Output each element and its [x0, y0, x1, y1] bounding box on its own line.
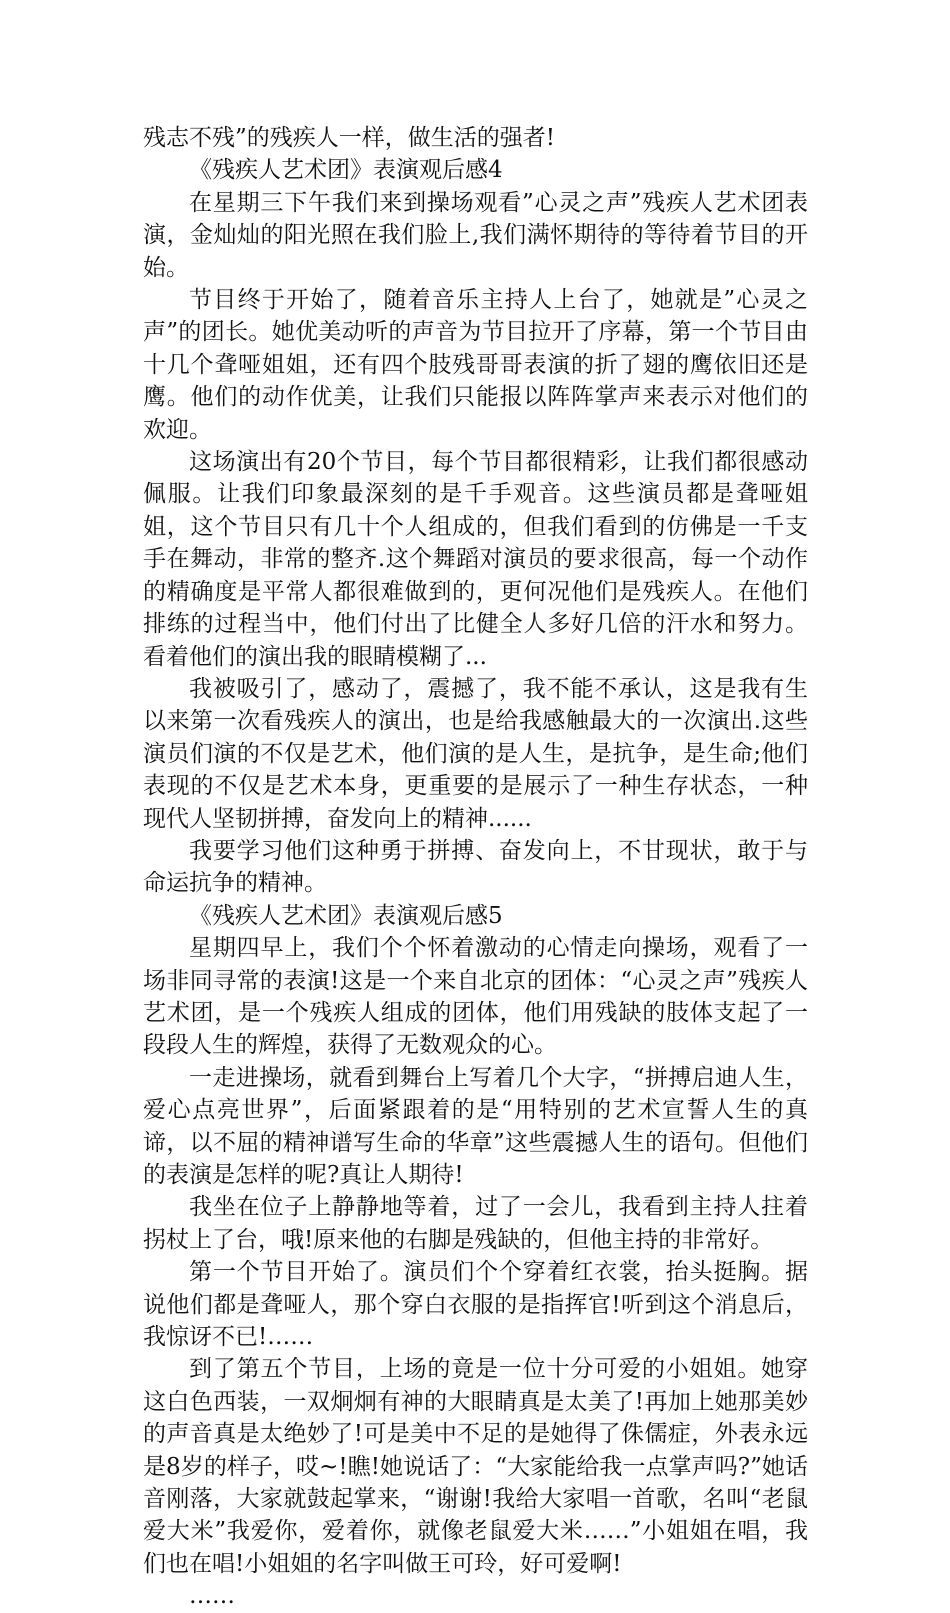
- document-body: [143, 122, 808, 1613]
- paragraph: 这场演出有20个节目，每个节目都很精彩，让我们都很感动佩服。让我们印象最深刻的是千手观音。这些演员都是聋哑姐姐，这个节目只有几十个人组成的，但我们看到的仿佛是一千支手在舞动，非常的整齐.这个舞蹈对演员的要求很高，每一个动作的精确度是平常人都很难做到的，更何况他们是残疾人。在他们排练的过程当中，他们付出了比健全人多好几倍的汗水和努力。看着他们的演出我的眼睛模糊了...: [143, 449, 808, 670]
- paragraph: 我要学习他们这种勇于拼搏、奋发向上，不甘现状，敢于与命运抗争的精神。: [143, 837, 808, 897]
- paragraph: 我坐在位子上静静地等着，过了一会儿，我看到主持人拄着拐杖上了台，哦!原来他的右脚是残缺的，但他主持的非常好。: [143, 1194, 808, 1253]
- paragraph: 第一个节目开始了。演员们个个穿着红衣裳，抬头挺胸。据说他们都是聋哑人，那个穿白衣服的是指挥官!听到这个消息后，我惊讶不已!……: [143, 1259, 808, 1351]
- paragraph: 一走进操场，就看到舞台上写着几个大字，“拼搏启迪人生，爱心点亮世界”，后面紧跟着的是“用特别的艺术宣誓人生的真谛，以不屈的精神谱写生命的华章”这些震撼人生的语句。但他们的表演是怎样的呢?真让人期待!: [143, 1064, 808, 1188]
- paragraph: 到了第五个节目，上场的竟是一位十分可爱的小姐姐。她穿这白色西装，一双炯炯有神的大眼睛真是太美了!再加上她那美妙的声音真是太绝妙了!可是美中不足的是她得了侏儒症，外表永远是8岁的样子，哎~!瞧!她说话了：“大家能给我一点掌声吗?”她话音刚落，大家就鼓起掌来，“谢谢!我给大家唱一首歌，名叫“老鼠爱大米”我爱你，爱着你，就像老鼠爱大米……”小姐姐在唱，我们也在唱!小姐姐的名字叫做王可玲，好可爱啊!: [143, 1356, 808, 1577]
- paragraph-ellipsis: ……: [189, 1583, 235, 1610]
- section-heading-4: 《残疾人艺术团》表演观后感4: [189, 157, 503, 184]
- paragraph: 星期四早上，我们个个怀着激动的心情走向操场，观看了一场非同寻常的表演!这是一个来自北京的团体：“心灵之声”残疾人艺术团，是一个残疾人组成的团体，他们用残缺的肢体支起了一段段人生的辉煌，获得了无数观众的心。: [143, 935, 808, 1059]
- section-heading-5: 《残疾人艺术团》表演观后感5: [189, 902, 503, 929]
- paragraph: 在星期三下午我们来到操场观看”心灵之声”残疾人艺术团表演，金灿灿的阳光照在我们脸上,我们满怀期待的等待着节目的开始。: [143, 189, 808, 281]
- paragraph: 我被吸引了，感动了，震撼了，我不能不承认，这是我有生以来第一次看残疾人的演出，也是给我感触最大的一次演出.这些演员们演的不仅是艺术，他们演的是人生，是抗争，是生命;他们表现的不仅是艺术本身，更重要的是展示了一种生存状态，一种现代人坚韧拼搏，奋发向上的精神......: [143, 675, 808, 832]
- paragraph-continuation: 残志不残”的残疾人一样，做生活的强者!: [143, 125, 556, 151]
- paragraph: 节目终于开始了，随着音乐主持人上台了，她就是”心灵之声”的团长。她优美动听的声音为节目拉开了序幕，第一个节目由十几个聋哑姐姐，还有四个肢残哥哥表演的折了翅的鹰依旧还是鹰。他们的动作优美，让我们只能报以阵阵掌声来表示对他们的欢迎。: [143, 287, 808, 443]
